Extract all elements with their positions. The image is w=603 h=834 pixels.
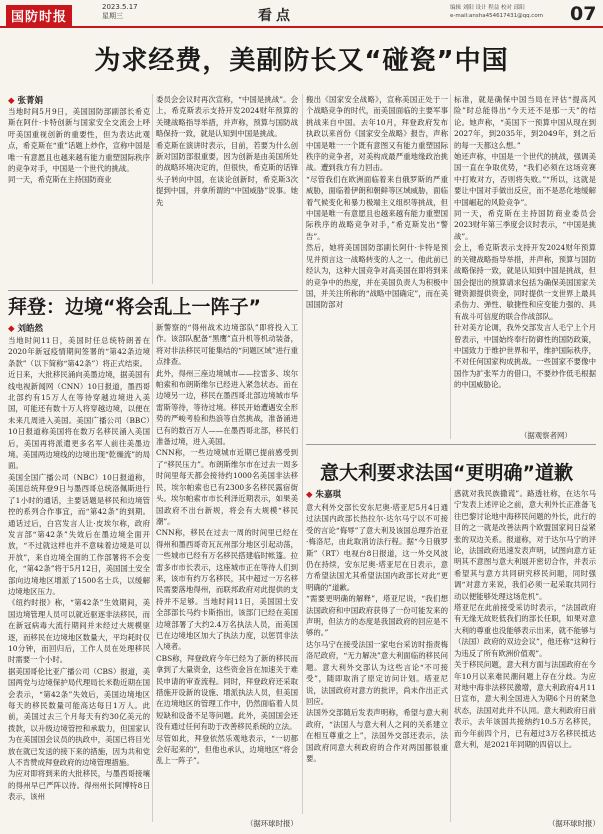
- author-marker-icon: ◆: [8, 96, 15, 106]
- column-divider: [450, 488, 451, 822]
- section-title: 看点: [258, 8, 294, 24]
- article2-column-2: 新警察的“得州战术边境部队”即将投入工作。该部队配备“黑鹰”直升机等机动装备，将对非法移民可能集结的“问题区域”进行重点排查。 此外，得州三座边境城市——拉雷多、埃尔帕索和布朗斯维尔已经进入紧急状态。而在边境另一边，移民在墨西哥北部边境城市华雷斯等待，等待过境。移民开始遭遇安全形势的严峻考验和热浪等自然挑战，准备涌进已有的数百万人——在墨西哥北部，移民们准备过境，进入美国。 CNN称，一些边境城市近期已提前感受到了“移民压力”。布朗斯维尔市在过去一周多时间里每天都会接待约1000名美国非法移民，埃尔帕索也已有2300多名移民露宿街头。埃尔帕索市市长利泽近期表示，如果美国政府不出台新规，将会有大规模“移民潮”。 CNN称，移民在过去一周的时间里已经在得州和墨西哥奇瓦瓦州部分地区引起动荡，一些城市已经有万名移民搭建临时帐篷。拉雷多市市长表示，这座城市正在等待人们到来，该市有约万名移民，其中超过一万名移民需要落地得州，而联邦政府对此提供的支持并不足够。当地时间11日，美国国土安全部部长马约卡斯指出，该部门已经在美国边境部署了大约2.4万名执法人员，而美国已在边境地区加大了执法力度，以惩罚非法入境者。 CBS称，拜登政府今年已经为了新的移民而拿到了大量资金，这些资金旨在加速关于难民申请的审查流程。同时，拜登政府还采取措施开设新的设施、增派执法人员，但美国在边境地区的管理工作中，仍然面临着人员短缺和设备不足等问题。此外，美国国会还没有通过任何有助于改善移民系统的立法。 尽管如此，拜登依然乐观地表示，“一切都会好起来的”，但他也承认，边境地区“将会乱上一阵子”。: [156, 323, 298, 766]
- author-marker-icon: ◆: [306, 490, 313, 500]
- article3-column-2: 惑就对我民族撒谎”。路透社称，在达尔马宁发表上述评论之前，意大利外长正准备飞往巴黎讨论地中海移民问题的外长，此行的目的之一就是改善法两个欧盟国家间日益紧张的双边关系。报道称，对于达尔马宁的评论，法国政府迅速发表声明，试图向意方证明其不意图与意大利展开密切合作，并表示希望其与意方共同研究移民问题，同时强调“对意方来说，我们必须一起采取共同行动以便能够处理这场危机”。 塔亚尼在此前接受采访时表示，“法国政府有无缘无故贬低我们的部长任职，如果对意大利的尊重也没能够表示出来，就不能够与（法国）政府的双边会议”，他还称“这种行为违反了所有欧洲价值观”。 关于移民问题，意大利方面与法国政府在今年10月以来难民潮问题上存在分歧。为应对地中海非法移民激增，意大利政府4月11日宣布，意大利全国进入为期6个月的紧急状态，法国对此并不认同。意大利政府日前表示，去年该国共接纳约10.5万名移民，而今年前四个月，已有超过3万名移民抵达意大利，是2021年同期的四倍以上。: [454, 489, 596, 749]
- weekday-text: 星期三: [102, 12, 123, 20]
- page-header: [0, 0, 603, 28]
- email-line: e-mail:ansha454617431@qq.com: [450, 13, 544, 19]
- column-divider: [302, 94, 303, 814]
- editors-line: 编辑 刘阳 设计 程益 校对 邱阳: [450, 5, 525, 11]
- article2-column-1: 当地时间11日，美国时任总统特朗普在2020年新冠疫情期间签署的“第42条边境条款”（以下简称“第42条”）将正式结束。 近日来，大批移民涌向美墨边境，据美国有线电视新闻网（CNN）10日报道，墨西哥北部约有15万人在等待穿越边境进入美国，可能还有数十万人将穿越边境，以便在未来几周进入美国。美国广播公司（BBC）10日报道称美国将在数万名移民涌入美国后，美国再将派遣更多名军人前往美墨边境。美国两边境线的边境出现“乾燥流”的局面。 美国全国广播公司（NBC）10日报道称，美国总统拜登9日与墨西哥总统洛佩斯进行了1小时的通话，主要话题是移民和边境管控的系列合作事宜，而“第42条”的到期。通话过后，白宫发言人让·皮埃尔称，政府发言部“第42条”失效后在墨边境全面开放，“不过就这样也并不意味着边境是可以开放”，来自边境全面的工作部署将不会变化，“第42条”将于5月12日，美国国土安全部向边境地区增派了1500名士兵，以缓解边境地区压力。 《纽约时报》称，“第42条”生效期间，美国边境管理人员可以就近驱逐非法移民，而在新冠病毒大流行期间并未经过大规模驱逐，而移民在边境地区数量大，平均耗时仅10分钟，而回归后，工作人员在处理移民时需要一个小时。 据美国哥伦比亚广播公司（CBS）报道，美国两党与边境保护局代理局长米勒近期在国会表示，“第42条”失效后，美国边境地区每天的移民数量可能高达每日1万人。此前，美国过去三个月每天有约30亿美元的拨款，以升级边境管控和承载力，但国家认为在美国国会议员的执政中，美国已将目光放在就已发送的接下来的措施，因为共和党人不肯赞成拜登政府的边境管理措施。 为应对即将到来的大批移民，与墨西哥接壤的得州早已严阵以待。得州州长阿博特8日表示，该州: [8, 336, 150, 802]
- section-divider: [8, 290, 298, 291]
- article3-author-name: 朱嘉琪: [315, 490, 342, 500]
- article3-column-1: 意大利外交部长安东尼奥·塔亚尼5月4日通过法国内政部长热拉尔·达尔马宁以不可接受的言论“侮辱”了意大利及该国总理乔治亚·梅洛尼，由此取消访法行程。据“今日俄罗斯”（RT）电视台8日报道，这一外交风波仍在持续，安东尼奥·塔亚尼在日表示，意方希望法国尤其希望法国内政部长对此“更明确的”道歉。 “需要更明确的解释”，塔亚尼说，“我们想法国政府和中国政府获得了一份可能发来的声明，但法方的态度是我国政府的回应是不够的。” 达尔马宁在接受法国一家电台采访时指责梅洛尼政府，“无力解决”意大利面临的移民问题。意大利外交部认为这些言论“不可接受”，随即取消了原定访问计划。塔亚尼说，法国政府对意方的批评，尚未作出正式回应。 法国外交部随后发表声明称，希望与意大利政府，“法国人与意大利人之间的关系建立在相互尊重之上”，法国外交部还表示，法国政府同意大利政府的合作对两国都很重要。: [306, 503, 448, 763]
- article1-source: （据观察者网）: [520, 431, 572, 440]
- article1-column-2: 委员会会议时再次宣称，“中国是挑战”。会上，希克斯表示支持开发2024财年预算的关键战略指导举措，并声称，预算与国防战略保持一致，就是认知到中国是挑战。 希克斯在演讲时表示，目前，若要为什么创新对国防部很重要，因为创新是由美国所处的战略环境决定的，但很快，希克斯的话锋头子转向中国，在谈论创新时，希克斯3次提到中国，并拿所谓的“中国威胁”说事。她先: [156, 95, 298, 207]
- article2-headline: 拜登：边境“将会乱上一阵子”: [8, 296, 261, 318]
- article3-headline: 意大利要求法国“更明确”道歉: [320, 462, 573, 484]
- article1-column-4: 标准，就是确保中国当局在评估“提高风险”时总能得出“今天还不是那一天”的结论。她声称，“美国下一预算中国从现在到2027年，到2035年，到2049年，到之后的每一天都这么想。” 她还声称，中国是一个世代的挑战，强调美国一直在争取优势，“我们必须在这场竞赛中打败对方，否则将失败。”“所以，这就是要让中国对手做出反应，而不是恶化地缓解中国崛起的风险竞争”。 同一天，希克斯在主持国防商业委员会2023财年第三季度会议时表示，“中国是挑战”。 会上，希克斯表示支持开发2024财年预算的关键战略指导举措，并声称，预算与国防战略保持一致，就是认知到中国是挑战，但国会提出的预算请求包括为确保美国国家关键资源提供资金，同时提供一支世界上最具杀伤力、弹性、敏捷性和应变能力强的、具有战斗可信度的联合作战部队。 针对美方论调，我外交部发言人毛宁上个月曾表示，中国始终奉行防御性的国防政策，中国致力于维护世界和平，维护国际秩序，不对任何国家构成挑战。一些国家不要像中国作为扩张军力的借口，不要炒作低毛根据的中国威胁论。: [454, 95, 596, 390]
- article2-author: [8, 322, 43, 334]
- article1-author-name: 张菁娟: [17, 96, 44, 106]
- article1-author: [8, 94, 43, 106]
- article2-source: （据环球时报）: [246, 819, 298, 828]
- article3-author: [306, 488, 341, 500]
- newspaper-logo: 国防时报: [6, 5, 72, 26]
- editor-credits: [450, 4, 543, 20]
- article1-headline: 为求经费，美副防长又“碰瓷”中国: [94, 46, 509, 76]
- column-divider: [152, 94, 153, 284]
- page-number: 07: [570, 3, 597, 25]
- column-divider: [152, 322, 153, 822]
- column-divider: [450, 94, 451, 439]
- issue-date: [102, 3, 138, 21]
- author-marker-icon: ◆: [8, 324, 15, 334]
- article3-source: （据环球时报）: [548, 819, 600, 828]
- article2-author-name: 刘皓然: [17, 324, 44, 334]
- article1-column-1: 当地时间5月9日，美国国防部副部长希克斯在阿什·卡特创新与国家安全交流会上呼吁美国重视创新的重要性，但为表达此观点，希克斯在“重”话题上炒作，宣称中国是唯一有意愿且也越来越有能力重塑国际秩序的竞争对手，中国是一个世代的挑战。 同一天，希克斯在主持国防商业: [8, 107, 150, 185]
- section-divider: [306, 444, 596, 445]
- date-text: 2023.5.17: [102, 3, 138, 11]
- article1-column-3: 搬出《国家安全战略》，宣称美国正处于一个战略竞争的时代，而美国面临的主要军事挑战来自中国。去年10月，拜登政府发布执政以来首份《国家安全战略》报告，声称中国是唯一一个既有意图又有能力重塑国际秩序的竞争者，对美构成最严重地缘政治挑战。遭到我方有力回击。 “尽管我们在欧洲面临着来自俄罗斯的严重威胁，面临着伊朗和朝鲜等区域威胁，面临着气候变化和暴力极端主义组织等挑战，但中国是唯一有意愿且也越来越有能力重塑国际秩序的战略竞争对手，”希克斯发出“警告”。 然后，她将美国国防部副长阿什·卡特是预见并预言这一战略转变的人之一。他此前已经认为，这种大国竞争对高美国在即将到来的竞争中的热度，并在美国负责人为积极中国，并关注所称的“战略中国确定”，而在美国国防部对: [306, 95, 448, 310]
